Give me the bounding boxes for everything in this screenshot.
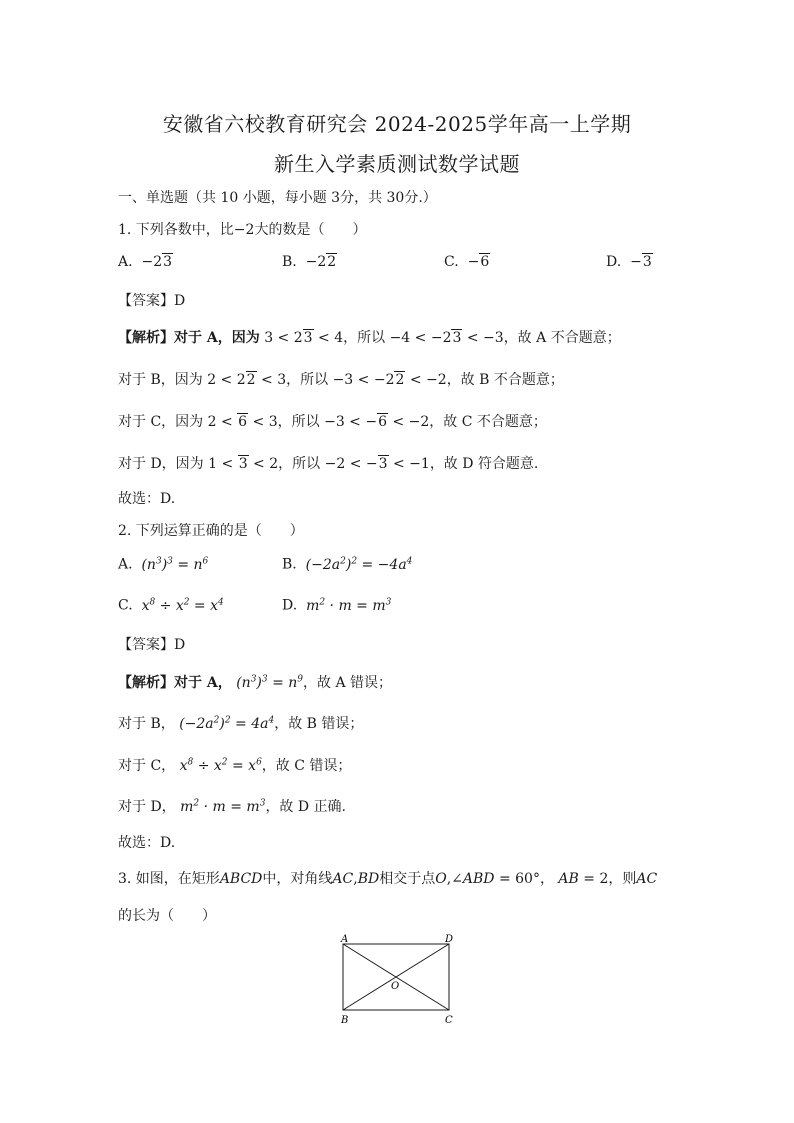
q2-answer: 【答案】D: [118, 637, 186, 653]
q2-explanation-3: 对于 C， $x^8 \div x^2 = x^6$，故 C 错误；: [118, 757, 352, 774]
q1-option-a[interactable]: A. −23: [118, 254, 173, 270]
rectangle-figure: [333, 932, 463, 1028]
q2-option-d[interactable]: D. $m^2 \cdot m = m^3$: [282, 597, 392, 614]
q3-stem: 3. 如图，在矩形ABCD中，对角线AC,BD相交于点O,∠ABD = 60°， AB = 2，则AC: [118, 871, 658, 887]
q1-explanation-2: 对于 B，因为 2 < 22 < 3，所以 −3 < −22 < −2，故 B 不合题意；: [118, 372, 564, 388]
q1-option-c[interactable]: C. −6: [444, 254, 490, 270]
q1-explanation-4: 对于 D，因为 1 < 3 < 2，所以 −2 < −3 < −1，故 D 符合题意.: [118, 456, 539, 472]
section-heading: 一、单选题（共 10 小题，每小题 3分，共 30分.）: [118, 190, 437, 206]
vertex-label-c: C: [445, 1015, 453, 1026]
q2-option-b[interactable]: B. $(-2a^2)^2 = -4a^4$: [282, 556, 413, 573]
paper-title-line1: 安徽省六校教育研究会 2024-2025学年高一上学期: [162, 112, 632, 136]
q2-explanation-1: 【解析】对于 A， $(n^3)^3 = n^9$，故 A 错误；: [118, 674, 393, 691]
q1-answer: 【答案】D: [118, 293, 186, 309]
center-label-o: O: [391, 981, 400, 992]
paper-title-line2: 新生入学素质测试数学试题: [274, 152, 520, 176]
q1-option-d[interactable]: D. −3: [606, 254, 652, 270]
q1-conclusion: 故选：D.: [118, 491, 176, 507]
q1-option-b[interactable]: B. −22: [282, 254, 337, 270]
q1-explanation-3: 对于 C，因为 2 < 6 < 3，所以 −3 < −6 < −2，故 C 不合题意；: [118, 414, 547, 430]
q2-conclusion: 故选：D.: [118, 835, 176, 851]
q2-option-a[interactable]: A. $(n^3)^3 = n^6$: [118, 556, 209, 573]
q2-explanation-4: 对于 D， $m^2 \cdot m = m^3$，故 D 正确.: [118, 798, 347, 815]
q2-option-c[interactable]: C. $x^8 \div x^2 = x^4$: [118, 597, 224, 614]
vertex-label-b: B: [341, 1015, 349, 1026]
q3-stem-line2: 的长为（ ）: [118, 908, 216, 924]
vertex-label-d: D: [445, 934, 454, 945]
q2-explanation-2: 对于 B， $(-2a^2)^2 = 4a^4$，故 B 错误；: [118, 715, 364, 732]
q2-stem: 2. 下列运算正确的是（ ）: [118, 523, 304, 539]
q1-explanation-1: 【解析】对于 A，因为 3 < 23 < 4，所以 −4 < −23 < −3，故 A 不合题意；: [118, 330, 621, 346]
vertex-label-a: A: [341, 934, 349, 945]
q1-stem: 1. 下列各数中，比−2大的数是（ ）: [118, 222, 367, 238]
